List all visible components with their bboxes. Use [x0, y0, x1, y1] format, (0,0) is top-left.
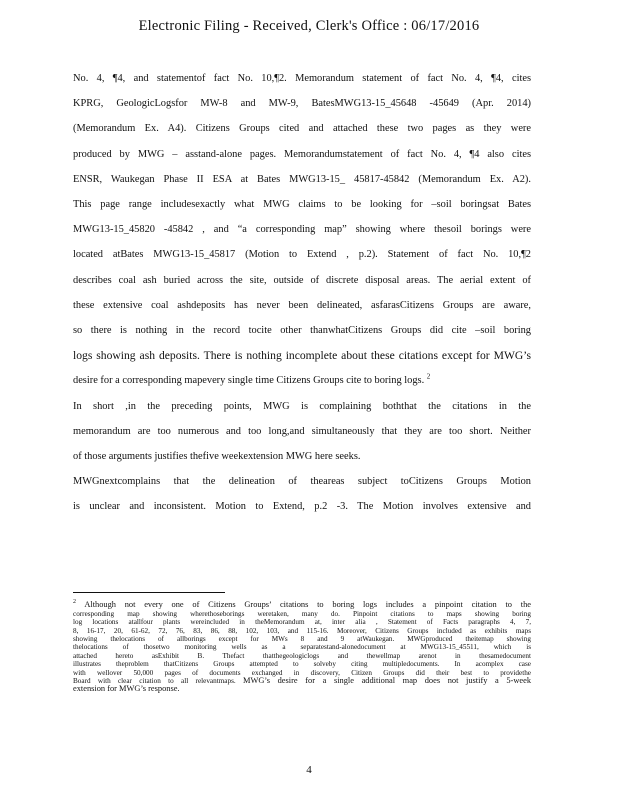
footnote-line: attached hereto asExhibit B. Thefact thatthegeologiclogs and thewellmap arenot in thesamedocument	[73, 651, 531, 660]
footnote-number: 2	[73, 599, 76, 605]
footnote-line: log locations atallfour plants wereincluded in theMemorandum at, inter alia , Statement of Facts paragraphs 4, 7,	[73, 618, 531, 627]
footnote-tail-text: MWG’s desire for a single additional map does not justify a 5-week	[243, 676, 532, 686]
body-line: so there is nothing in the record tocite other thanwhatCitizens Groups did cite –soil boring	[73, 325, 531, 337]
footnote-line: with wellover 50,000 pages of documents exchanged in discovery, Citizen Groups did their best to providethe	[73, 668, 531, 677]
footnote-ref-marker: 2	[426, 372, 431, 381]
footnote-separator	[73, 592, 225, 593]
body-line: No. 4, ¶4, and statementof fact No. 10,¶2. Memorandum statement of fact No. 4, ¶4, cites	[73, 73, 531, 84]
footnote-line: showing thelocations of allborings except for MWs 8 and 9 atWaukegan. MWGproduced theitemap showing	[73, 635, 531, 644]
body-line: This page range includesexactly what MWG claims to be looking for –soil boringsat Bates	[73, 199, 531, 211]
body-line: is unclear and inconsistent. Motion to Extend, p.2 -3. The Motion involves extensive and	[73, 501, 531, 513]
footnote-line: 8, 16-17, 20, 61-62, 72, 76, 83, 86, 88, 102, 103, and 115-16. Moreover, Citizens Groups included as exhibits maps	[73, 626, 531, 635]
footnote-line: thelocations of thosetwo monitoring wells as a separatestand-alonedocument at MWG13-15_45511, which is	[73, 643, 531, 652]
body-line: MWG13-15_45820 -45842 , and “a corresponding map” showing where thesoil borings were	[73, 224, 531, 236]
body-line: KPRG, GeologicLogsfor MW-8 and MW-9, BatesMWG13-15_45648 -45649 (Apr. 2014)	[73, 98, 531, 110]
body-line: memorandum are too numerous and too long,and simultaneously that they are too short. Neither	[73, 425, 531, 437]
body-line: (Memorandum Ex. A4). Citizens Groups cited and attached these two pages as they were	[73, 123, 531, 135]
footnote-line	[73, 597, 531, 610]
footnote-line-text: Although not every one of Citizens Groups’ citations to boring logs includes a pinpoint citation to the	[84, 599, 531, 609]
body-line: ENSR, Waukegan Phase II ESA at Bates MWG13-15_ 45817-45842 (Memorandum Ex. A2).	[73, 173, 531, 185]
body-line: produced by MWG – asstand-alone pages. Memorandumstatement of fact No. 4, ¶4 also cites	[73, 148, 531, 160]
body-line: describes coal ash buried across the site, outside of discrete disposal areas. The aerial extent of	[73, 274, 531, 286]
body-line: In short ,in the preceding points, MWG is complaining boththat the citations in the	[73, 400, 531, 412]
body-line-text: desire for a corresponding mapevery single time Citizens Groups cite to boring logs.	[73, 375, 425, 387]
footnote-line-text: Board with clear citation to all relevantmaps.	[73, 677, 236, 686]
footnote	[73, 597, 531, 694]
footnote-line: illustrates theproblem thatCitizens Groups attempted to solveby citing multipledocuments. In acomplex case	[73, 660, 531, 669]
body-line: logs showing ash deposits. There is nothing incomplete about these citations except for MWG’s	[73, 349, 531, 363]
filing-stamp-header: Electronic Filing - Received, Clerk's Office : 06/17/2016	[138, 18, 480, 34]
body-line: of those arguments justifies thefive weekextension MWG here seeks.	[73, 451, 361, 463]
body-line: these extensive coal ashdeposits has never been delineated, asfarasCitizens Groups are aware,	[73, 299, 531, 311]
body-line-with-footnote-ref	[73, 368, 531, 393]
footnote-line: corresponding map showing wherethoseborings weretaken, many do. Pinpoint citations to maps showing boring	[73, 609, 531, 618]
footnote-line: extension for MWG’s response.	[73, 684, 180, 694]
body-line: MWGnextcomplains that the delineation of theareas subject toCitizens Groups Motion	[73, 476, 531, 488]
body-line: located atBates MWG13-15_45817 (Motion to Extend , p.2). Statement of fact No. 10,¶2	[73, 249, 531, 261]
body-text	[73, 66, 531, 520]
page-number: 4	[306, 764, 312, 776]
